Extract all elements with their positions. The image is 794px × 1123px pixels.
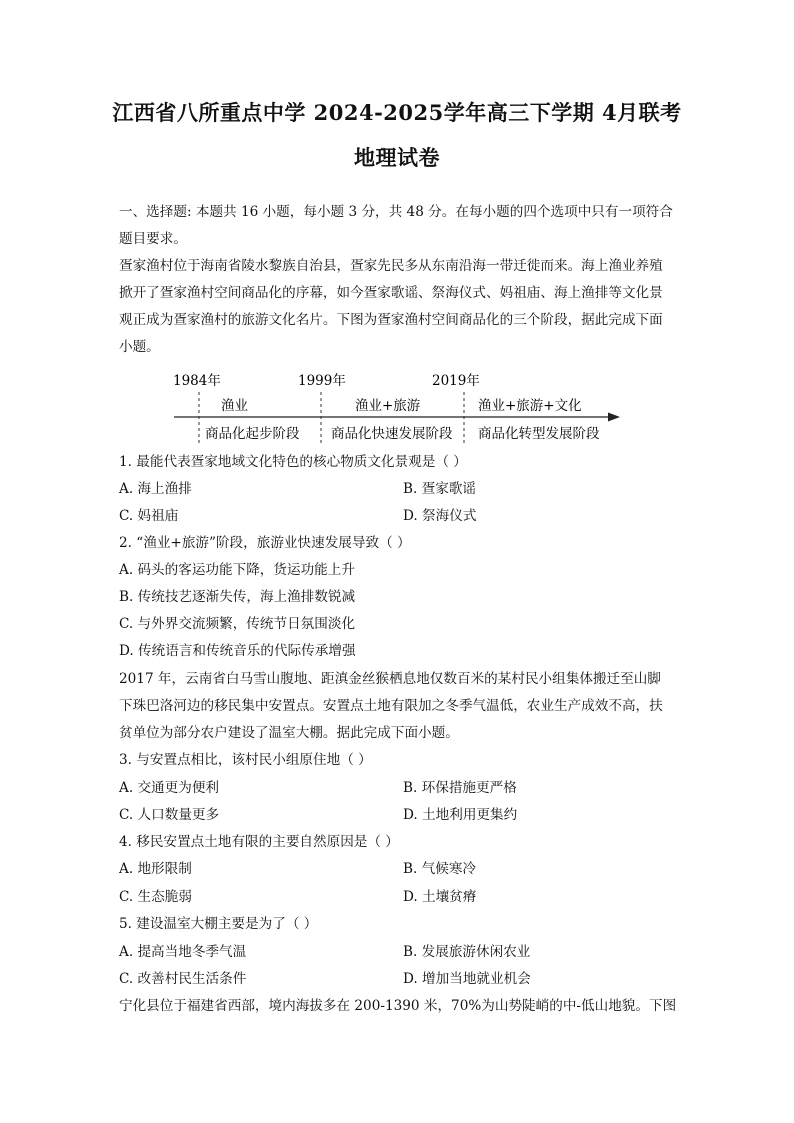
section-instructions [119,203,679,257]
passage-danjia [119,257,679,365]
question-5-option-b[interactable]: B. 发展旅游休闲农业 [403,944,531,960]
question-2-option-b[interactable]: B. 传统技艺逐渐失传，海上渔排数锐减 [119,589,356,605]
instruction-line: 一、选择题: 本题共 16 小题，每小题 3 分，共 48 分。在每小题的四个选项中只有一项符合 [119,204,673,220]
stage-name-2: 商品化快速发展阶段 [331,426,453,442]
stage-industry-2: 渔业+旅游 [355,398,421,414]
question-4-option-a[interactable]: A. 地形限制 [119,861,192,877]
passage-relocation [119,670,679,751]
question-1-option-a[interactable]: A. 海上渔排 [119,481,192,497]
passage-line: 掀开了疍家渔村空间商品化的序幕，如今疍家歌谣、祭海仪式、妈祖庙、海上渔排等文化景 [119,285,663,301]
question-5-stem: 5. 建设温室大棚主要是为了（ ） [119,916,318,932]
passage-ninghua [119,997,679,1024]
passage-line: 贫单位为部分农户建设了温室大棚。据此完成下面小题。 [119,725,459,741]
passage-line: 疍家渔村位于海南省陵水黎族自治县，疍家先民多从东南沿海一带迁徙而来。海上渔业养殖 [119,258,663,274]
question-3-option-b[interactable]: B. 环保措施更严格 [403,780,517,796]
stage-name-1: 商品化起步阶段 [205,426,300,442]
question-1-option-c[interactable]: C. 妈祖庙 [119,508,179,524]
question-4-option-b[interactable]: B. 气候寒冷 [403,861,477,877]
passage-line: 小题。 [119,339,160,355]
question-3-option-c[interactable]: C. 人口数量更多 [119,807,220,823]
question-2-stem: 2. “渔业+旅游”阶段，旅游业快速发展导致（ ） [119,535,411,551]
timeline-year-1999: 1999年 [298,373,346,389]
question-4-option-c[interactable]: C. 生态脆弱 [119,889,192,905]
question-1-option-b[interactable]: B. 疍家歌谣 [403,481,477,497]
exam-subtitle: 地理试卷 [354,145,440,170]
question-1-option-d[interactable]: D. 祭海仪式 [403,508,477,524]
question-2-option-d[interactable]: D. 传统语言和传统音乐的代际传承增强 [119,643,356,659]
stage-industry-1: 渔业 [221,398,248,414]
exam-title: 江西省八所重点中学 2024-2025学年高三下学期 4月联考 [112,100,682,125]
question-4-stem: 4. 移民安置点土地有限的主要自然原因是（ ） [119,834,399,850]
timeline-arrow-head [608,413,620,422]
question-5-option-c[interactable]: C. 改善村民生活条件 [119,971,247,987]
timeline-year-2019: 2019年 [432,373,480,389]
passage-line: 观正成为疍家渔村的旅游文化名片。下图为疍家渔村空间商品化的三个阶段，据此完成下面 [119,312,663,328]
stage-industry-3: 渔业+旅游+文化 [478,398,582,414]
stage-name-3: 商品化转型发展阶段 [478,426,600,442]
timeline-year-1984: 1984年 [173,373,221,389]
stage-timeline-diagram [160,368,630,452]
question-2-option-a[interactable]: A. 码头的客运功能下降，货运功能上升 [119,562,355,578]
question-5-option-d[interactable]: D. 增加当地就业机会 [403,971,531,987]
question-3-stem: 3. 与安置点相比，该村民小组原住地（ ） [119,752,372,768]
question-1-stem: 1. 最能代表疍家地域文化特色的核心物质文化景观是（ ） [119,454,467,470]
question-2-option-c[interactable]: C. 与外界交流频繁，传统节日氛围淡化 [119,616,356,632]
instruction-line: 题目要求。 [119,231,187,247]
passage-line: 宁化县位于福建省西部，境内海拔多在 200-1390 米，70%为山势陡峭的中-低山地貌。下图 [119,998,677,1014]
question-3-option-d[interactable]: D. 土地利用更集约 [403,807,518,823]
passage-line: 下珠巴洛河边的移民集中安置点。安置点土地有限加之冬季气温低，农业生产成效不高，扶 [119,698,663,714]
passage-line: 2017 年，云南省白马雪山腹地、距滇金丝猴栖息地仅数百米的某村民小组集体搬迁至山脚 [119,671,661,687]
question-5-option-a[interactable]: A. 提高当地冬季气温 [119,944,247,960]
question-4-option-d[interactable]: D. 土壤贫瘠 [403,889,477,905]
question-3-option-a[interactable]: A. 交通更为便利 [119,780,220,796]
